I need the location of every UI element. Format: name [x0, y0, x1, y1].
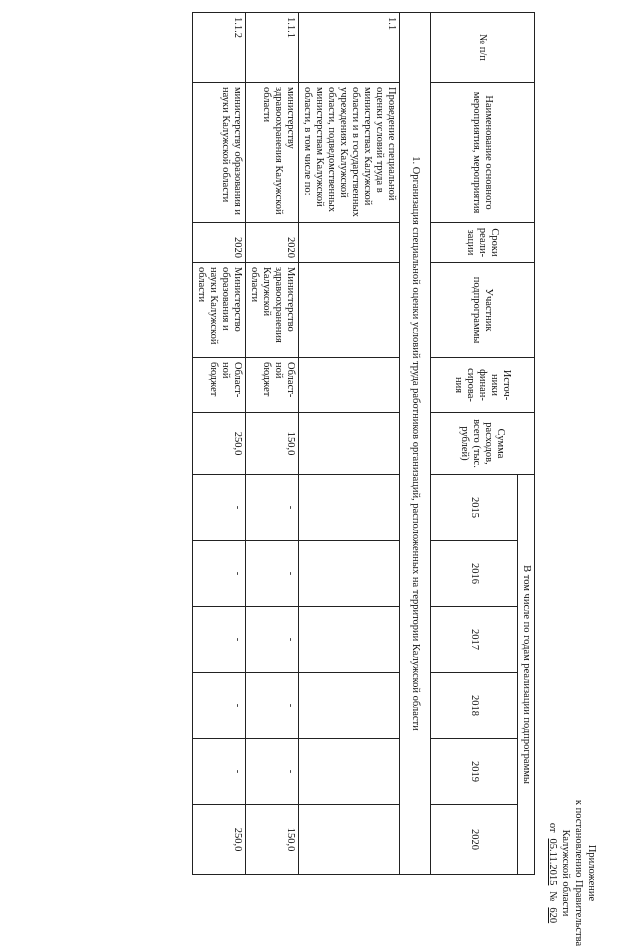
cell-year: - [246, 475, 299, 541]
header-source: Источ-ники финан-сирова-ния [431, 358, 535, 413]
number-prefix: № [547, 891, 558, 902]
cell-year: 250,0 [193, 805, 246, 875]
cell-year: - [193, 673, 246, 739]
decree-number: 620 [547, 907, 558, 924]
header-sum: Сумма расходов, всего (тыс. рублей) [431, 413, 535, 475]
cell-source: Област-ной бюджет [246, 358, 299, 413]
header-year: 2020 [431, 805, 518, 875]
cell-term: 2020 [246, 223, 299, 263]
decree-date: 05.11.2015 [547, 838, 558, 886]
cell-name: министерству образования и науки Калужской области [193, 83, 246, 223]
header-year: 2018 [431, 673, 518, 739]
cell-source: Област-ной бюджет [193, 358, 246, 413]
cell-year: - [246, 607, 299, 673]
cell-year [299, 739, 400, 805]
appendix-dateline [546, 798, 559, 948]
appendix-line-3: Калужской области [560, 829, 571, 917]
header-num: № п/п [431, 13, 535, 83]
appendix-line-1: Приложение [586, 844, 597, 902]
cell-year: - [193, 739, 246, 805]
table-row [193, 13, 246, 875]
header-by-years: В том числе по годам реализации подпрограммы [518, 475, 535, 875]
cell-year [299, 607, 400, 673]
cell-year [299, 475, 400, 541]
header-year: 2016 [431, 541, 518, 607]
header-year: 2017 [431, 607, 518, 673]
cell-year: - [193, 475, 246, 541]
header-row [518, 13, 535, 875]
cell-year: - [193, 607, 246, 673]
cell-num: 1.1 [299, 13, 400, 83]
subprogram-table [192, 12, 535, 875]
cell-num: 1.1.2 [193, 13, 246, 83]
header-name: Наименование основного мероприятия, мероприятия [431, 83, 535, 223]
cell-year [299, 541, 400, 607]
cell-year: 150,0 [246, 805, 299, 875]
appendix-heading [546, 798, 598, 948]
cell-name: министерству здравоохранения Калужской области [246, 83, 299, 223]
date-prefix: от [547, 822, 558, 833]
header-participant: Участник подпрограммы [431, 263, 535, 358]
cell-term [299, 223, 400, 263]
header-year: 2019 [431, 739, 518, 805]
cell-year: - [246, 673, 299, 739]
cell-name: Проведение специальной оценки условий труда в министерствах Калужской области и в государственных учреждениях Калужской области, подведомственных министерствам Калужской области, в том числе по: [299, 83, 400, 223]
cell-year: - [193, 541, 246, 607]
section-row [400, 13, 431, 875]
header-term: Сроки реали-зации [431, 223, 535, 263]
cell-year: - [246, 739, 299, 805]
cell-sum: 250,0 [193, 413, 246, 475]
appendix-line-2: к постановлению Правительства [573, 799, 584, 947]
cell-sum: 150,0 [246, 413, 299, 475]
cell-num: 1.1.1 [246, 13, 299, 83]
cell-participant: Министерство здравоохранения Калужской области [246, 263, 299, 358]
section-title: 1. Организация специальной оценки условий труда работников организаций, расположенных на территории Калужской области [400, 13, 431, 875]
table-row [299, 13, 400, 875]
table-row [246, 13, 299, 875]
cell-sum [299, 413, 400, 475]
cell-participant [299, 263, 400, 358]
cell-year: - [246, 541, 299, 607]
cell-source [299, 358, 400, 413]
header-year: 2015 [431, 475, 518, 541]
cell-year [299, 673, 400, 739]
cell-participant: Министерство образования и науки Калужской области [193, 263, 246, 358]
cell-term: 2020 [193, 223, 246, 263]
cell-year [299, 805, 400, 875]
